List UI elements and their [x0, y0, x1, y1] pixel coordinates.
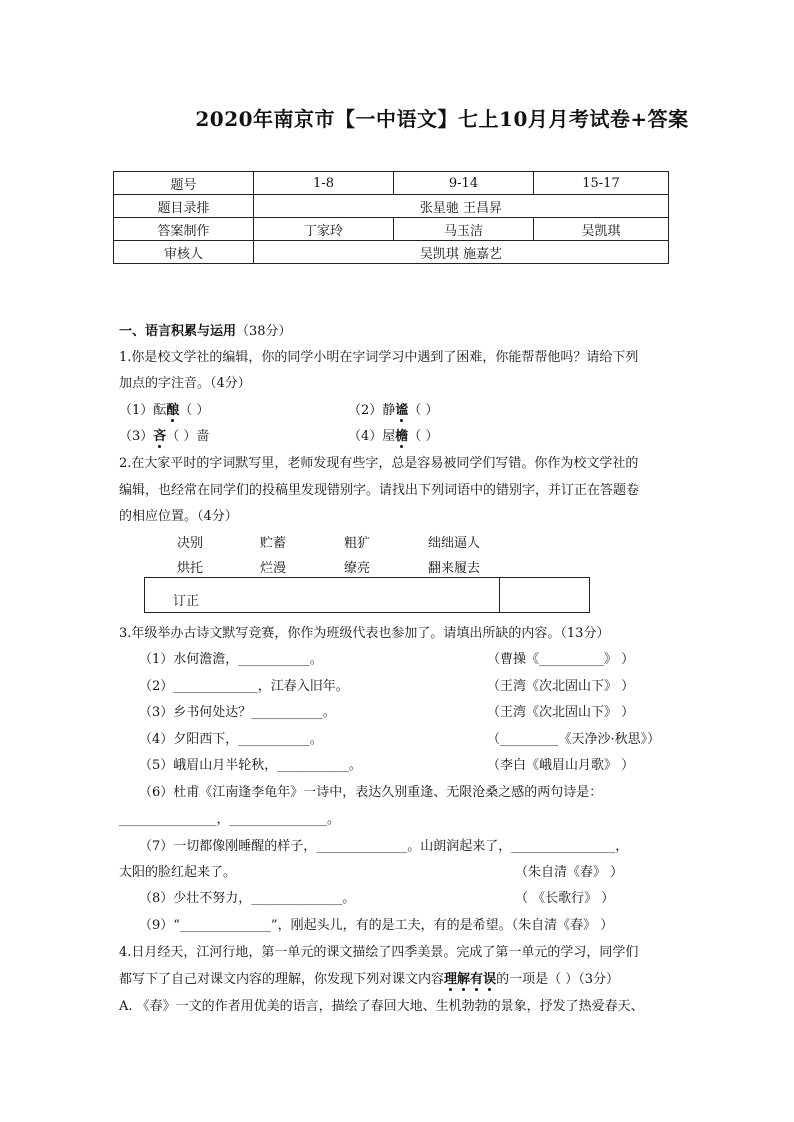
- table-cell: 9-14: [394, 172, 534, 195]
- word: 决别: [177, 536, 204, 551]
- table-cell: 15-17: [534, 172, 669, 195]
- table-cell: 吴凯琪: [534, 218, 669, 241]
- q3-line: 太阳的脸红起来了。: [119, 865, 237, 880]
- q3-line: （7）一切都像刚睡醒的样子，______________。山朗润起来了，________________，: [139, 839, 629, 854]
- q1-line: 加点的字注音。（4分）: [119, 376, 251, 391]
- q2-line: 的相应位置。（4分）: [119, 509, 238, 524]
- table-row: [114, 218, 669, 241]
- q3-line: （5）峨眉山月半轮秋，___________。: [139, 758, 362, 773]
- word: 粗犷: [344, 536, 371, 551]
- q3-line: （8）少壮不努力，______________。: [139, 891, 356, 906]
- q3-source: （王湾《次北固山下》 ）: [487, 679, 635, 694]
- table-cell: 1-8: [254, 172, 394, 195]
- q3-line: （6）杜甫《江南逢李龟年》一诗中，表达久别重逢、无限沧桑之感的两句诗是：: [139, 785, 603, 800]
- info-table: [113, 171, 669, 264]
- q3-source: （朱自清《春》 ）: [515, 865, 624, 880]
- q3-line: （9）“______________”，刚起头儿，有的是工夫，有的是希望。（朱自清《春》 ）: [139, 918, 614, 933]
- divider: [499, 578, 500, 612]
- table-cell: 吴凯琪 施嘉艺: [254, 241, 669, 264]
- word: 贮蓄: [260, 536, 287, 551]
- q3-line: （4）夕阳西下，___________。: [139, 732, 323, 747]
- page-title: 2020年南京市【一中语文】七上10月月考试卷+答案: [195, 107, 689, 131]
- q3-source: （_________《天净沙·秋思》）: [487, 732, 661, 747]
- q1-item: （1）酝酿（ ）: [119, 403, 210, 418]
- q3-line: （2）_____________，江春入旧年。: [139, 679, 349, 694]
- table-cell: 题号: [114, 172, 254, 195]
- word: 烘托: [177, 561, 204, 576]
- word: 烂漫: [260, 561, 287, 576]
- section-heading: 一、语言积累与运用（38分）: [119, 324, 292, 339]
- q3-source: （李白《峨眉山月歌》 ）: [487, 758, 635, 773]
- q1-line: 1.你是校文学社的编辑，你的同学小明在字词学习中遇到了困难，你能帮帮他吗？请给下列: [119, 350, 639, 365]
- word: 绌绌逼人: [428, 536, 481, 551]
- correction-label: 订正: [173, 594, 200, 609]
- table-cell: 审核人: [114, 241, 254, 264]
- q4-option-a: A. 《春》一文的作者用优美的语言，描绘了春回大地、生机勃勃的景象，抒发了热爱春天、: [119, 999, 644, 1014]
- table-row: [114, 172, 669, 195]
- q1-item: （4）屋檐（ ）: [348, 429, 439, 444]
- q1-item: （2）静谧（ ）: [348, 403, 439, 418]
- q3-source: （王湾《次北固山下》 ）: [487, 705, 635, 720]
- q1-item: （3）吝（ ）啬: [119, 429, 210, 444]
- q2-line: 2.在大家平时的字词默写里，老师发现有些字，总是容易被同学们写错。你作为校文学社的: [119, 456, 639, 471]
- q3-source: （ 《长歌行》 ）: [515, 891, 615, 906]
- word: 缭亮: [344, 561, 371, 576]
- table-cell: 张星驰 王昌昇: [254, 195, 669, 218]
- table-cell: 马玉洁: [394, 218, 534, 241]
- word: 翻来履去: [428, 561, 481, 576]
- table-row: [114, 241, 669, 264]
- q3-line: （1）水何澹澹，___________。: [139, 652, 323, 667]
- q4-line: 4.日月经天，江河行地，第一单元的课文描绘了四季美景。完成了第一单元的学习，同学们: [119, 945, 639, 960]
- q3-line: _______________，_______________。: [119, 812, 341, 827]
- q4-line: 都写下了自己对课文内容的理解，你发现下列对课文内容理解有误的一项是（ ）（3分）: [119, 972, 619, 987]
- table-row: [114, 195, 669, 218]
- correction-box[interactable]: [144, 577, 590, 613]
- q3-source: （曹操《__________》 ）: [487, 652, 635, 667]
- q2-line: 编辑，也经常在同学们的投稿里发现错别字。请找出下列词语中的错别字，并订正在答题卷: [119, 483, 640, 498]
- q3-line: （3）乡书何处达？___________。: [139, 705, 336, 720]
- table-cell: 丁家玲: [254, 218, 394, 241]
- table-cell: 题目录排: [114, 195, 254, 218]
- table-cell: 答案制作: [114, 218, 254, 241]
- q3-intro: 3.年级举办古诗文默写竞赛，你作为班级代表也参加了。请填出所缺的内容。（13分）: [119, 626, 610, 641]
